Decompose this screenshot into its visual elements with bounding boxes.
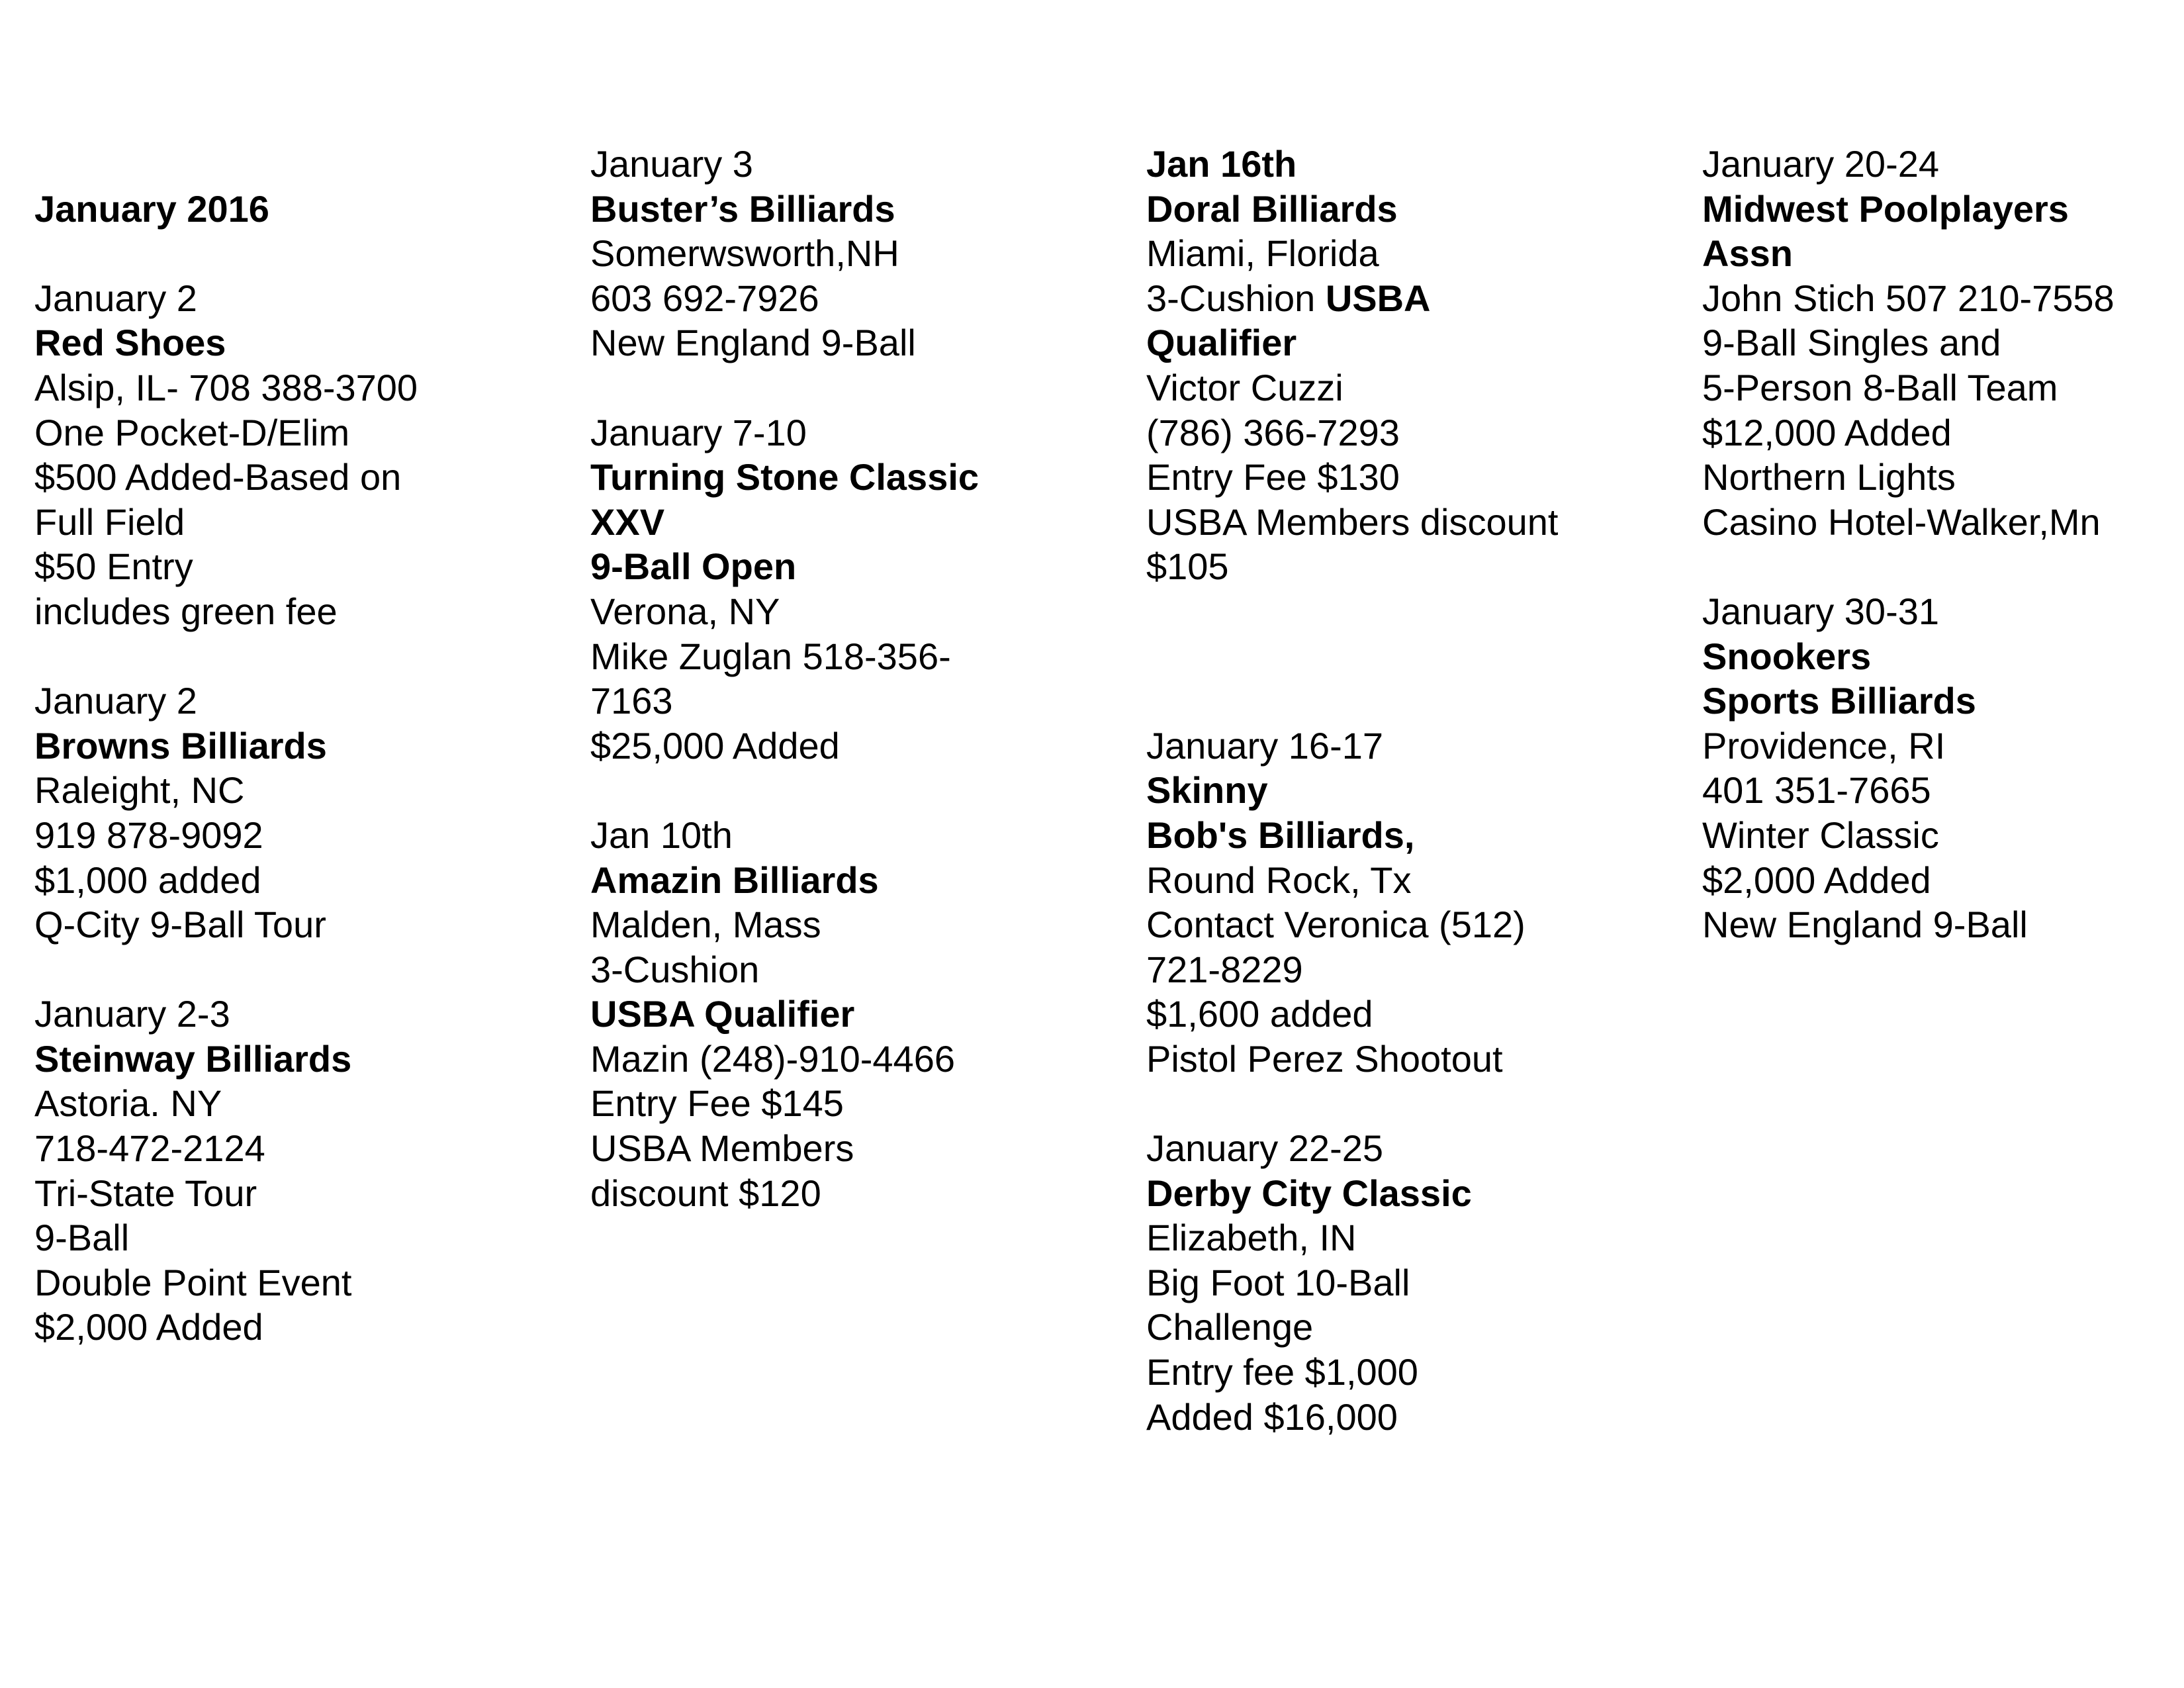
- blank-line: [34, 231, 564, 276]
- event-detail-line: January 2-3: [34, 993, 230, 1035]
- blank-line: [1146, 634, 1676, 679]
- event-detail-line: Winter Classic: [1702, 814, 1939, 856]
- event-heading-line: Snookers: [1702, 635, 1872, 677]
- event-detail-line: Elizabeth, IN: [1146, 1217, 1357, 1259]
- blank-line: [1146, 589, 1676, 634]
- event-heading-text: USBA: [1325, 277, 1431, 319]
- event-detail-line: Mike Zuglan 518-356-: [590, 635, 951, 677]
- event-detail-line: Tri-State Tour: [34, 1172, 257, 1214]
- event-detail-line: Added $16,000: [1146, 1395, 1398, 1438]
- event-detail-line: Q-City 9-Ball Tour: [34, 904, 326, 946]
- event-detail-line: Full Field: [34, 500, 185, 543]
- event-detail-line: One Pocket-D/Elim: [34, 411, 350, 453]
- event-detail-line: January 30-31: [1702, 590, 1940, 632]
- event-detail-line: Alsip, IL- 708 388-3700: [34, 366, 418, 408]
- column-1: [34, 142, 564, 1350]
- event-heading-line: Doral Billiards: [1146, 187, 1398, 230]
- event-detail-line: New England 9-Ball: [1702, 904, 2028, 946]
- event-heading-line: Skinny: [1146, 769, 1268, 812]
- event-detail-line: 603 692-7926: [590, 277, 819, 319]
- event-heading-line: Browns Billiards: [34, 724, 327, 767]
- event-detail-line: 3-Cushion: [590, 948, 760, 990]
- event-detail-line: Malden, Mass: [590, 904, 821, 946]
- event-heading-line: USBA Qualifier: [590, 993, 855, 1035]
- event-detail-line: 5-Person 8-Ball Team: [1702, 366, 2058, 408]
- column-4: [1702, 142, 2184, 947]
- event-detail-line: Round Rock, Tx: [1146, 859, 1412, 901]
- event-detail-line: January 2: [34, 277, 197, 319]
- event-detail-line: 9-Ball: [34, 1217, 130, 1259]
- event-detail-line: Raleight, NC: [34, 769, 245, 812]
- event-heading-line: Midwest Poolplayers: [1702, 187, 2069, 230]
- event-detail-line: USBA Members: [590, 1127, 854, 1170]
- event-detail-line: $12,000 Added: [1702, 411, 1952, 453]
- event-detail-line: $25,000 Added: [590, 724, 840, 767]
- event-detail-line: Contact Veronica (512): [1146, 904, 1525, 946]
- event-heading-line: XXV: [590, 500, 665, 543]
- blank-line: [1702, 544, 2184, 589]
- event-detail-line: $2,000 Added: [34, 1306, 263, 1348]
- column-3: [1146, 142, 1676, 1439]
- column-2: [590, 142, 1120, 1215]
- event-detail-line: 401 351-7665: [1702, 769, 1931, 812]
- event-detail-line: Big Foot 10-Ball: [1146, 1261, 1410, 1303]
- event-detail-line: [1146, 276, 1676, 321]
- event-detail-line: 718-472-2124: [34, 1127, 265, 1170]
- event-detail-text: 3-Cushion: [1146, 277, 1326, 319]
- event-detail-line: January 2: [34, 680, 197, 722]
- event-detail-line: includes green fee: [34, 590, 338, 632]
- event-heading-line: Turning Stone Classic: [590, 456, 979, 498]
- event-detail-line: (786) 366-7293: [1146, 411, 1400, 453]
- event-heading-line: Amazin Billiards: [590, 859, 879, 901]
- event-detail-line: Challenge: [1146, 1306, 1314, 1348]
- event-heading-line: Qualifier: [1146, 322, 1297, 364]
- event-detail-line: USBA Members discount: [1146, 500, 1559, 543]
- event-detail-line: $500 Added-Based on: [34, 456, 402, 498]
- event-detail-line: Verona, NY: [590, 590, 780, 632]
- event-detail-line: John Stich 507 210-7558: [1702, 277, 2115, 319]
- blank-line: [34, 142, 564, 187]
- event-detail-line: Double Point Event: [34, 1261, 352, 1303]
- event-detail-line: Providence, RI: [1702, 724, 1946, 767]
- event-detail-line: 919 878-9092: [34, 814, 263, 856]
- event-detail-line: Pistol Perez Shootout: [1146, 1037, 1503, 1080]
- blank-line: [590, 365, 1120, 410]
- blank-line: [34, 947, 564, 992]
- event-heading-line: January 2016: [34, 187, 269, 230]
- event-detail-line: discount $120: [590, 1172, 821, 1214]
- event-detail-line: Entry fee $1,000: [1146, 1351, 1418, 1393]
- event-detail-line: 7163: [590, 680, 673, 722]
- event-detail-line: January 3: [590, 143, 753, 185]
- event-detail-line: Entry Fee $130: [1146, 456, 1400, 498]
- blank-line: [1146, 1081, 1676, 1126]
- event-detail-line: Casino Hotel-Walker,Mn: [1702, 500, 2101, 543]
- event-heading-line: Jan 16th: [1146, 143, 1297, 185]
- event-detail-line: New England 9-Ball: [590, 322, 916, 364]
- event-detail-line: Jan 10th: [590, 814, 733, 856]
- event-detail-line: $1,000 added: [34, 859, 261, 901]
- event-detail-line: $50 Entry: [34, 545, 193, 588]
- event-detail-line: 9-Ball Singles and: [1702, 322, 2001, 364]
- event-detail-line: Northern Lights: [1702, 456, 1956, 498]
- event-heading-line: Derby City Classic: [1146, 1172, 1472, 1214]
- blank-line: [590, 768, 1120, 813]
- event-heading-line: Red Shoes: [34, 322, 226, 364]
- event-detail-line: $105: [1146, 545, 1229, 588]
- event-detail-line: Somerwsworth,NH: [590, 232, 899, 275]
- event-detail-line: Entry Fee $145: [590, 1082, 844, 1125]
- blank-line: [1146, 679, 1676, 724]
- event-detail-line: $2,000 Added: [1702, 859, 1931, 901]
- event-detail-line: January 16-17: [1146, 724, 1384, 767]
- event-detail-line: Astoria. NY: [34, 1082, 222, 1125]
- blank-line: [34, 634, 564, 679]
- event-heading-line: Sports Billiards: [1702, 680, 1976, 722]
- event-heading-line: Assn: [1702, 232, 1793, 275]
- event-detail-line: 721-8229: [1146, 948, 1303, 990]
- event-detail-line: January 22-25: [1146, 1127, 1384, 1170]
- event-heading-line: Buster’s Billiards: [590, 187, 895, 230]
- event-detail-line: January 20-24: [1702, 143, 1940, 185]
- event-heading-line: 9-Ball Open: [590, 545, 797, 588]
- event-detail-line: Miami, Florida: [1146, 232, 1379, 275]
- event-heading-line: Steinway Billiards: [34, 1037, 352, 1080]
- event-detail-line: January 7-10: [590, 411, 807, 453]
- event-detail-line: $1,600 added: [1146, 993, 1373, 1035]
- event-heading-line: Bob's Billiards,: [1146, 814, 1415, 856]
- event-detail-line: Mazin (248)-910-4466: [590, 1037, 955, 1080]
- event-detail-line: Victor Cuzzi: [1146, 366, 1343, 408]
